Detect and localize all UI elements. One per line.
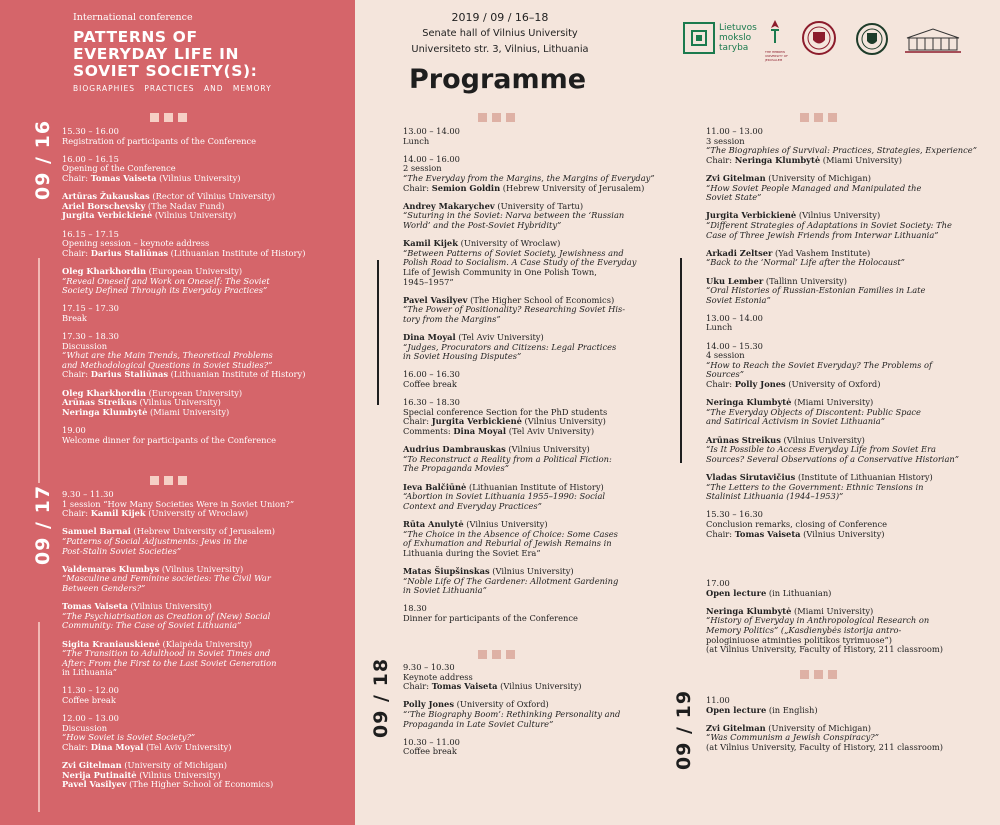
lmt-logo	[683, 22, 757, 54]
schedule-line: (at Vilnius University, Faculty of History, 211 classroom)	[706, 644, 943, 655]
schedule-entry	[62, 426, 352, 445]
schedule-line: Arkadi Zeltser (Yad Vashem Institute)	[706, 247, 871, 258]
schedule-line: “‘The Biography Boom’: Rethinking Personality and	[403, 708, 621, 719]
schedule-line: Comments: Dina Moyal (Tel Aviv University)	[403, 426, 595, 436]
schedule-line: Conclusion remarks, closing of Conference	[706, 518, 888, 529]
section-marker	[800, 670, 837, 679]
schedule-line: 16.00 – 16.30	[403, 369, 460, 380]
schedule-entry	[403, 738, 693, 757]
schedule-line: “History of Everyday in Anthropological Research on	[706, 615, 930, 626]
event-date: 2019 / 09 / 16–18	[451, 11, 549, 24]
schedule-entry	[706, 473, 996, 502]
section-marker	[150, 476, 187, 485]
schedule-entry	[62, 640, 352, 678]
programme-heading: Programme	[409, 64, 587, 95]
schedule-line: Neringa Klumbytė (Miami University)	[62, 406, 230, 417]
schedule-entry	[62, 304, 352, 323]
schedule-line: The Propaganda Movies”	[403, 463, 509, 474]
schedule-line: 2 session	[403, 163, 442, 174]
huji-emblem-icon	[765, 18, 785, 46]
divider-line	[38, 258, 40, 483]
schedule-entry	[62, 267, 352, 296]
conference-label: International conference	[73, 12, 193, 23]
schedule-line: Opening of the Conference	[62, 163, 176, 174]
schedule-line: of Exhumation and Reburial of Jewish Remains in	[403, 538, 612, 549]
schedule-line: Jurgita Verbickienė (Vilnius University)	[706, 210, 881, 221]
title-line: PATTERNS OF	[73, 28, 198, 46]
schedule-line: Oleg Kharkhordin (European University)	[62, 387, 243, 398]
schedule-line: 12.00 – 13.00	[62, 713, 119, 724]
schedule-entry	[403, 127, 693, 146]
schedule-line: Polly Jones (University of Oxford)	[403, 699, 549, 710]
schedule-entry	[706, 211, 996, 240]
schedule-line: Artūras Žukauskas (Rector of Vilnius University)	[62, 191, 276, 202]
schedule-line: 13.00 – 14.00	[403, 126, 460, 136]
schedule-line: “Different Strategies of Adaptations in Soviet Society: The	[706, 219, 952, 230]
schedule-line: Tomas Vaiseta (Vilnius University)	[62, 601, 212, 612]
schedule-entry	[706, 696, 996, 715]
schedule-entry	[403, 202, 693, 231]
schedule-line: Coffee break	[403, 746, 457, 757]
schedule-entry	[62, 389, 352, 418]
schedule-line: “The Choice in the Absence of Choice: Some Cases	[403, 528, 618, 539]
seal-logo-1	[801, 20, 837, 60]
schedule-line: “The Biographies of Survival: Practices, Strategies, Experience”	[706, 145, 977, 156]
schedule-line: “Is It Possible to Access Everyday Life from Soviet Era	[706, 444, 936, 455]
schedule-line: Life of Jewish Community in One Polish Town,	[403, 266, 597, 277]
schedule-line: “Patterns of Social Adjustments: Jews in the	[62, 535, 248, 546]
sponsor-logos	[683, 18, 973, 63]
seal-logo-2	[855, 22, 889, 60]
schedule-line: “Abortion in Soviet Lithuania 1955–1990: Social	[403, 491, 606, 502]
building-logo	[903, 26, 963, 58]
schedule-entry	[62, 527, 352, 556]
schedule-line: Lunch	[403, 135, 430, 146]
schedule-line: tory from the Margins”	[403, 313, 501, 324]
schedule-entry	[62, 155, 352, 184]
schedule-line: Dinner for participants of the Conference	[403, 612, 578, 623]
conference-subtitle: BIOGRAPHIES PRACTICES AND MEMORY	[73, 84, 272, 93]
schedule-entry	[706, 174, 996, 203]
schedule-line: 1945–1957”	[403, 276, 454, 287]
schedule-line: Pavel Vasilyev (The Higher School of Economics)	[62, 779, 274, 790]
lmt-name: Lietuvos	[719, 23, 757, 33]
schedule-line: Soviet Estonia”	[706, 294, 771, 305]
lmt-name: mokslo	[719, 33, 752, 43]
schedule-line: “The Psychiatrisation as Creation of (New) Social	[62, 610, 271, 621]
schedule-line: in Soviet Lithuania”	[403, 585, 487, 596]
day3-schedule-part1	[403, 127, 693, 632]
schedule-line: Coffee break	[403, 379, 457, 390]
schedule-line: “Oral Histories of Russian-Estonian Families in Late	[706, 285, 926, 296]
schedule-line: Between Genders?”	[62, 582, 146, 593]
schedule-line: 1 session “How Many Societies Were in Soviet Union?”	[62, 498, 295, 509]
schedule-entry	[62, 602, 352, 631]
evening-lecture	[706, 579, 996, 663]
schedule-line: Discussion	[62, 340, 108, 351]
schedule-line: Chair: Darius Staliūnas (Lithuanian Institute of History)	[62, 247, 306, 258]
day-label-16: 09 / 16	[32, 119, 54, 200]
schedule-line: Special conference Section for the PhD students	[403, 406, 608, 417]
schedule-line: Kamil Kijek (University of Wroclaw)	[403, 238, 561, 249]
schedule-entry	[403, 333, 693, 362]
schedule-line: “The Transition to Adulthood in Soviet Times and	[62, 648, 271, 659]
huji-logo	[765, 18, 787, 62]
schedule-line: Stalinist Lithuania (1944–1953)”	[706, 491, 844, 502]
schedule-entry	[706, 724, 996, 753]
schedule-line: Oleg Kharkhordin (European University)	[62, 265, 243, 276]
schedule-line: “Was Communism a Jewish Conspiracy?”	[706, 732, 879, 743]
schedule-line: 4 session	[706, 350, 745, 361]
divider-line	[680, 258, 682, 463]
schedule-line: Chair: Jurgita Verbickienė (Vilnius University)	[403, 416, 606, 427]
schedule-line: Samuel Barnai (Hebrew University of Jerusalem)	[62, 526, 276, 537]
event-header	[375, 10, 625, 58]
schedule-line: 14.00 – 15.30	[706, 340, 763, 351]
schedule-entry	[62, 127, 352, 146]
event-venue: Senate hall of Vilnius University	[422, 28, 578, 39]
schedule-line: World’ and the Post-Soviet Hybridity”	[403, 219, 562, 230]
section-marker	[150, 113, 187, 122]
schedule-entry	[403, 239, 693, 287]
schedule-line: 16.30 – 18.30	[403, 397, 460, 408]
schedule-line: “Back to the ‘Normal’ Life after the Holocaust”	[706, 257, 905, 268]
schedule-line: “Noble Life Of The Gardener: Allotment Gardening	[403, 575, 619, 586]
schedule-line: Chair: Kamil Kijek (University of Wroclaw)	[62, 508, 249, 519]
schedule-entry	[403, 604, 693, 623]
schedule-entry	[62, 714, 352, 752]
schedule-entry	[403, 398, 693, 436]
day3-schedule-part3	[706, 127, 996, 548]
day-label-17: 09 / 17	[32, 484, 54, 565]
schedule-line: Context and Everyday Practices”	[403, 500, 542, 511]
schedule-entry	[403, 370, 693, 389]
schedule-line: Nerija Putinaitė (Vilnius University)	[62, 769, 221, 780]
day4-schedule	[706, 696, 996, 761]
schedule-line: in Lithuania”	[62, 667, 117, 678]
schedule-line: 15.30 – 16.00	[62, 126, 119, 136]
schedule-line: 16.00 – 16.15	[62, 153, 119, 164]
schedule-line: Chair: Darius Staliūnas (Lithuanian Institute of History)	[62, 369, 306, 380]
schedule-line: Arūnas Streikus (Vilnius University)	[62, 397, 221, 408]
schedule-line: “Between Patterns of Soviet Society, Jewishness and	[403, 247, 624, 258]
schedule-line: 11.00 – 13.00	[706, 126, 763, 136]
schedule-entry	[62, 230, 352, 259]
schedule-line: Keynote address	[403, 671, 473, 682]
schedule-line: Neringa Klumbytė (Miami University)	[706, 605, 874, 616]
schedule-line: Valdemaras Klumbys (Vilnius University)	[62, 563, 244, 574]
schedule-line: Audrius Dambrauskas (Vilnius University)	[403, 444, 590, 455]
schedule-line: Post-Stalin Soviet Societies”	[62, 545, 182, 556]
schedule-line: “Masculine and Feminine societies: The Civil War	[62, 573, 271, 584]
schedule-line: “The Power of Positionality? Researching Soviet His-	[403, 304, 626, 315]
day3-schedule-part2	[403, 663, 693, 766]
building-icon	[903, 26, 963, 54]
schedule-line: 17.15 – 17.30	[62, 303, 119, 314]
schedule-line: Memory Politics” („Kasdienybės istorija antro-	[706, 624, 902, 635]
schedule-line: Chair: Semion Goldin (Hebrew University of Jerusalem)	[403, 182, 645, 193]
conference-title	[73, 29, 257, 80]
section-marker	[478, 113, 515, 122]
title-line: EVERYDAY LIFE IN	[73, 45, 240, 63]
schedule-line: Community: The Case of Soviet Lithuania”	[62, 620, 242, 631]
schedule-line: Open lecture (in Lithuanian)	[706, 587, 832, 598]
schedule-entry	[62, 490, 352, 519]
schedule-line: 3 session	[706, 135, 745, 146]
schedule-line: (at Vilnius University, Faculty of History, 211 classroom)	[706, 741, 943, 752]
schedule-line: 16.15 – 17.15	[62, 228, 119, 239]
schedule-entry	[403, 445, 693, 474]
schedule-entry	[403, 567, 693, 596]
schedule-entry	[706, 510, 996, 539]
schedule-entry	[62, 761, 352, 790]
day-label-18: 09 / 18	[370, 657, 392, 738]
schedule-line: Matas Šiupšinskas (Vilnius University)	[403, 565, 574, 576]
schedule-line: Chair: Dina Moyal (Tel Aviv University)	[62, 742, 232, 753]
schedule-line: in Soviet Housing Disputes”	[403, 351, 522, 362]
schedule-line: 9.30 – 11.30	[62, 489, 114, 499]
schedule-line: Sources”	[706, 369, 745, 380]
title-line: SOVIET SOCIETY(S):	[73, 62, 258, 80]
schedule-entry	[62, 192, 352, 221]
schedule-line: 10.30 – 11.00	[403, 736, 460, 747]
schedule-entry	[706, 436, 996, 465]
huji-name: THE HEBREW UNIVERSITY OF JERUSALEM	[765, 50, 788, 62]
left-panel	[0, 0, 355, 825]
schedule-entry	[62, 686, 352, 705]
schedule-line: Soviet State”	[706, 192, 762, 203]
schedule-line: Open lecture (in English)	[706, 704, 818, 715]
schedule-line: 13.00 – 14.00	[706, 312, 763, 323]
schedule-line: “How Soviet People Managed and Manipulated the	[706, 182, 922, 193]
schedule-line: Pavel Vasilyev (The Higher School of Economics)	[403, 294, 615, 305]
divider-line	[377, 260, 379, 405]
schedule-line: Lithuania during the Soviet Era”	[403, 547, 541, 558]
schedule-line: 17.00	[706, 578, 730, 588]
schedule-entry	[403, 520, 693, 558]
schedule-entry	[403, 663, 693, 692]
schedule-entry	[706, 607, 996, 655]
schedule-line: “The Everyday from the Margins, the Margins of Everyday”	[403, 172, 655, 183]
day1-schedule	[62, 127, 352, 454]
schedule-line: and Satirical Activism in Soviet Lithuania”	[706, 416, 885, 427]
schedule-line: 11.00	[706, 695, 730, 705]
schedule-line: “Reveal Oneself and Work on Oneself: The Soviet	[62, 275, 270, 286]
schedule-line: 17.30 – 18.30	[62, 331, 119, 342]
schedule-line: Sources? Several Observations of a Conservative Historian”	[706, 453, 959, 464]
university-seal-icon	[801, 20, 837, 56]
schedule-line: Polish Road to Socialism. A Case Study of the Everyday	[403, 257, 637, 268]
schedule-entry	[706, 579, 996, 598]
schedule-entry	[706, 127, 996, 165]
schedule-entry	[403, 155, 693, 193]
schedule-line: Break	[62, 312, 87, 323]
schedule-line: 11.30 – 12.00	[62, 685, 119, 696]
divider-line	[38, 622, 40, 812]
schedule-line: Sigita Kraniauskienė (Klaipėda University)	[62, 638, 253, 649]
schedule-entry	[706, 249, 996, 268]
schedule-entry	[403, 296, 693, 325]
schedule-line: Chair: Tomas Vaiseta (Vilnius University)	[62, 172, 241, 183]
schedule-line: 19.00	[62, 425, 86, 435]
schedule-line: pologiniuose atminties politikos tyrimuose”)	[706, 634, 893, 645]
schedule-line: Opening session – keynote address	[62, 238, 210, 249]
schedule-line: Ieva Balčiūnė (Lithuanian Institute of History)	[403, 481, 604, 492]
schedule-entry	[706, 314, 996, 333]
schedule-entry	[706, 277, 996, 306]
schedule-line: Discussion	[62, 722, 108, 733]
schedule-line: “Judges, Procurators and Citizens: Legal Practices	[403, 341, 617, 352]
institute-seal-icon	[855, 22, 889, 56]
schedule-line: Rūta Anulytė (Vilnius University)	[403, 518, 548, 529]
schedule-line: Chair: Neringa Klumbytė (Miami University)	[706, 154, 902, 165]
schedule-line: Jurgita Verbickienė (Vilnius University)	[62, 210, 237, 221]
schedule-line: 14.00 – 16.00	[403, 153, 460, 164]
event-address: Universiteto str. 3, Vilnius, Lithuania	[411, 44, 589, 55]
schedule-line: Case of Three Jewish Friends from Interwar Lithuania”	[706, 229, 939, 240]
schedule-line: 9.30 – 10.30	[403, 662, 455, 672]
schedule-line: Dina Moyal (Tel Aviv University)	[403, 332, 544, 343]
schedule-line: Arūnas Streikus (Vilnius University)	[706, 434, 865, 445]
schedule-line: Zvi Gitelman (University of Michigan)	[706, 722, 871, 733]
section-marker	[800, 113, 837, 122]
section-marker	[478, 650, 515, 659]
schedule-line: Chair: Tomas Vaiseta (Vilnius University)	[706, 528, 885, 539]
schedule-line: Andrey Makarychev (University of Tartu)	[403, 200, 584, 211]
schedule-line: Zvi Gitelman (University of Michigan)	[706, 172, 871, 183]
schedule-entry	[403, 483, 693, 512]
schedule-line: Neringa Klumbytė (Miami University)	[706, 397, 874, 408]
schedule-entry	[706, 398, 996, 427]
schedule-line: Lunch	[706, 322, 733, 333]
day2-schedule	[62, 490, 352, 799]
schedule-line: Propaganda in Late Soviet Culture”	[403, 718, 554, 729]
schedule-line: Welcome dinner for participants of the Conference	[62, 434, 277, 445]
schedule-line: “The Letters to the Government: Ethnic Tensions in	[706, 481, 924, 492]
lmt-name: taryba	[719, 43, 749, 53]
lmt-emblem-icon	[683, 22, 715, 54]
schedule-line: Registration of participants of the Conference	[62, 135, 257, 146]
schedule-line: “Suturing in the Soviet: Narva between the ‘Russian	[403, 210, 625, 221]
schedule-line: 15.30 – 16.30	[706, 509, 763, 520]
schedule-line: Coffee break	[62, 695, 116, 706]
schedule-line: Vladas Sirutavičius (Institute of Lithuanian History)	[706, 471, 933, 482]
schedule-entry	[62, 565, 352, 594]
schedule-entry	[403, 700, 693, 729]
schedule-line: After: From the First to the Last Soviet Generation	[62, 657, 277, 668]
schedule-line: “How to Reach the Soviet Everyday? The Problems of	[706, 359, 933, 370]
schedule-line: Uku Lember (Tallinn University)	[706, 275, 847, 286]
schedule-line: Society Defined Through its Everyday Practices”	[62, 285, 268, 296]
schedule-line: Chair: Polly Jones (University of Oxford)	[706, 379, 881, 390]
schedule-line: Chair: Tomas Vaiseta (Vilnius University)	[403, 681, 582, 692]
schedule-entry	[62, 332, 352, 380]
schedule-line: Zvi Gitelman (University of Michigan)	[62, 760, 227, 771]
schedule-line: Ariel Borschevsky (The Nadav Fund)	[62, 200, 225, 211]
schedule-line: 18.30	[403, 603, 427, 614]
day-label-19: 09 / 19	[673, 689, 695, 770]
schedule-line: “What are the Main Trends, Theoretical Problems	[62, 350, 273, 361]
schedule-entry	[706, 342, 996, 390]
schedule-line: and Methodological Questions in Soviet Studies?”	[62, 359, 273, 370]
schedule-line: “The Everyday Objects of Discontent: Public Space	[706, 406, 921, 417]
schedule-line: “To Reconstruct a Reality from a Political Fiction:	[403, 453, 612, 464]
schedule-line: “How Soviet is Soviet Society?”	[62, 732, 196, 743]
